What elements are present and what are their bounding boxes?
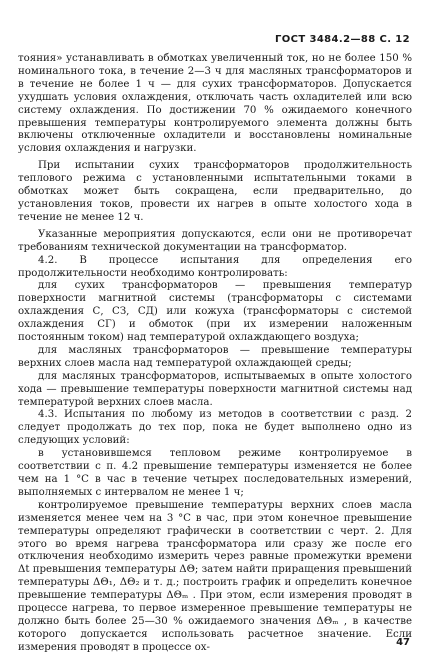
page-number: 47 [396,637,410,648]
clause-4-3: 4.3. Испытания по любому из методов в соответствии с разд. 2 следует продолжать до тех пор, пока не будет выполнено одно из следующих условий: [18,409,412,447]
condition-steady-state: в установившемся тепловом режиме контролируемое в соответствии с п. 4.2 превышение температуры изменяется не более чем на 1 °С в час в течение четырех последовательных измерений, выполняемых с интервалом не менее 1 ч; [18,448,412,498]
list-item-dry: для сухих трансформаторов — превышения температур поверхности магнитной системы (трансформаторы с системами охлаждения С, СЗ, СД) или кожуха (трансформаторы с системой охлаждения СГ) и обмоток (при их измерении наложенным постоянным током) над температурой охлаждающего воздуха; [18,280,412,344]
paragraph-continuation: тояния» устанавливать в обмотках увеличенный ток, но не более 150 % номинального тока, в течение 2—3 ч для масляных трансформаторов и в течение не более 1 ч — для сухих трансформаторов. Допускается ухудшать условия охлаждения, отключать часть охладителей или всю систему охлаждения. По достижении 70 % ожидаемого конечного превышения температуры контролируемого элемента должны быть включены отключенные охладители и восстановлены номинальные условия охлаждения и нагрузки. [18,53,412,155]
clause-4-2: 4.2. В процессе испытания для определения его продолжительности необходимо контролировать: [18,254,412,279]
list-item-oil-no-load: для масляных трансформаторов, испытываемых в опыте холостого хода — превышение температуры поверхности магнитной системы над температурой верхних слоев масла. [18,370,412,408]
paragraph-dry-transformers-test: При испытании сухих трансформаторов продолжительность теплового режима с установленными испытательными токами в обмотках может быть сокращена, если предварительно, до установления токов, провести их нагрев в опыте холостого хода в течение не менее 12 ч. [18,160,412,223]
page-header: ГОСТ 3484.2—88 С. 12 [274,34,410,45]
condition-oil-temperature: контролируемое превышение температуры верхних слоев масла изменяется менее чем на 3 °С в час, при этом конечное превышение температуры определяют графически в соответствии с черт. 2. Для этого во время нагрева трансформатора или сразу же после его отключения необходимо измерить через равные промежутки времени Δt превышения температуры ΔΘ; затем найти приращения превышений температуры ΔΘ₁, ΔΘ₂ и т. д.; построить график и определить конечное превышение температуры ΔΘₘ . При этом, если измерения проводят в процессе нагрева, то первое измеренное превышение температуры не должно быть более 25—30 % ожидаемого значения ΔΘₘ , в качестве которого допускается использовать расчетное значение. Если измерения проводят в процессе ох- [18,499,412,653]
list-item-oil: для масляных трансформаторов — превышение температуры верхних слоев масла над температурой охлаждающей среды; [18,344,412,369]
body-text [18,53,412,655]
paragraph-measures: Указанные мероприятия допускаются, если они не противоречат требованиям технической документации на трансформатор. [18,228,412,253]
